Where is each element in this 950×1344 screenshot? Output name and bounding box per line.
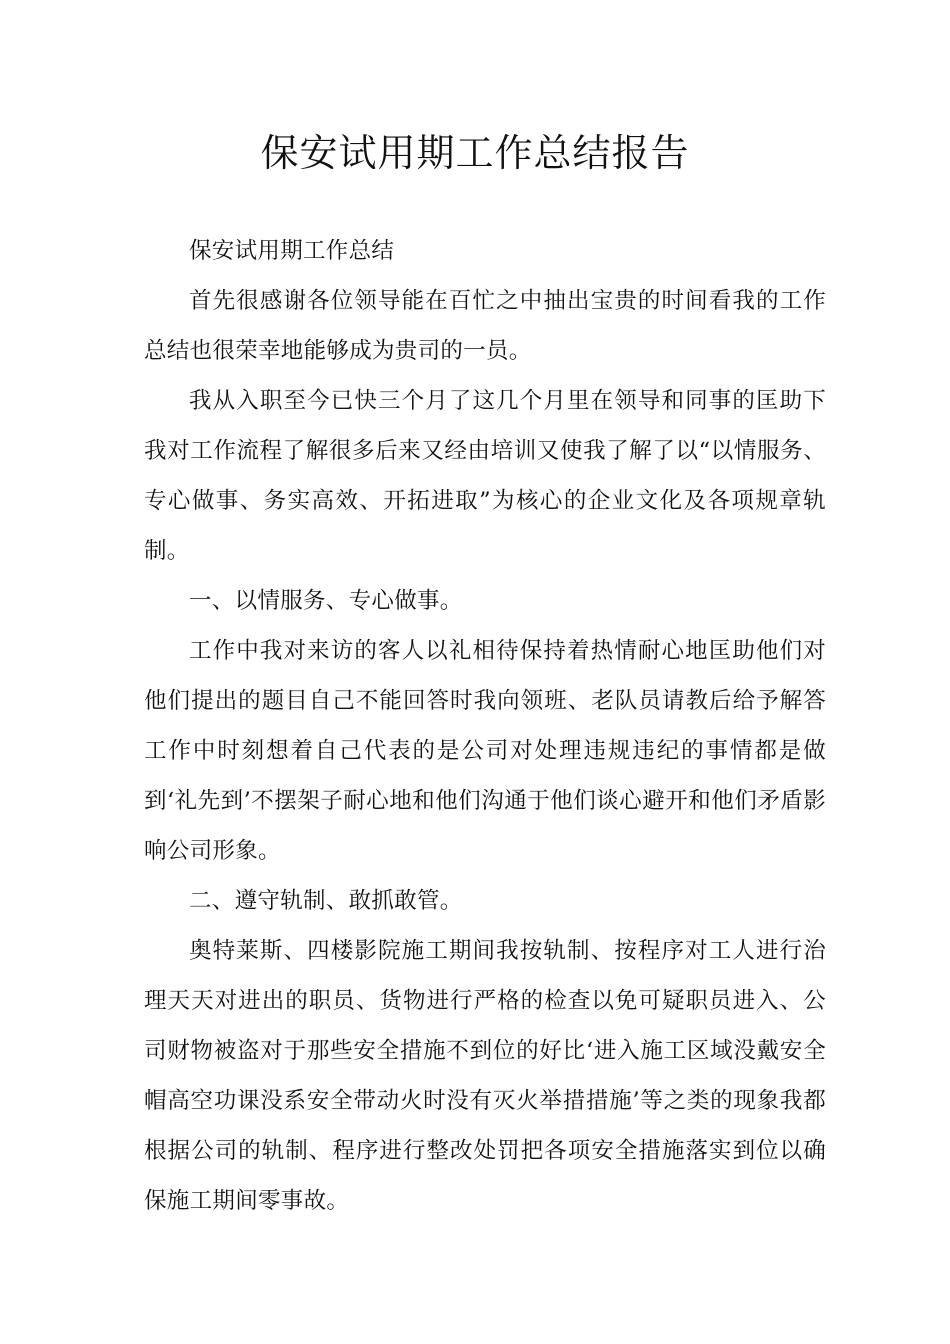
paragraph-section-1: 工作中我对来访的客人以礼相待保持着热情耐心地匡助他们对他们提出的题目自己不能回答时我向领班、老队员请教后给予解答工作中时刻想着自己代表的是公司对处理违规违纪的事情都是做到‘礼先到’不摆架子耐心地和他们沟通于他们谈心避开和他们矛盾影响公司形象。: [144, 638, 826, 864]
paragraph-background: 我从入职至今已快三个月了这几个月里在领导和同事的匡助下我对工作流程了解很多后来又经由培训又使我了解了以“以情服务、专心做事、务实高效、开拓进取”为核心的企业文化及各项规章轨制。: [144, 388, 826, 564]
document-body: [144, 226, 826, 1226]
section-heading-1: 一、以情服务、专心做事。: [189, 588, 463, 614]
paragraph-subtitle: 保安试用期工作总结: [189, 238, 395, 264]
document-title: 保安试用期工作总结报告: [260, 131, 690, 175]
paragraph-intro: 首先很感谢各位领导能在百忙之中抽出宝贵的时间看我的工作总结也很荣幸地能够成为贵司的一员。: [144, 288, 826, 364]
paragraph-section-2: 奥特莱斯、四楼影院施工期间我按轨制、按程序对工人进行治理天天对进出的职员、货物进行严格的检查以免可疑职员进入、公司财物被盗对于那些安全措施不到位的好比‘进入施工区域没戴安全帽高空功课没系安全带动火时没有灭火举措措施’等之类的现象我都根据公司的轨制、程序进行整改处罚把各项安全措施落实到位以确保施工期间零事故。: [144, 938, 826, 1214]
section-heading-2: 二、遵守轨制、敢抓敢管。: [189, 888, 463, 914]
